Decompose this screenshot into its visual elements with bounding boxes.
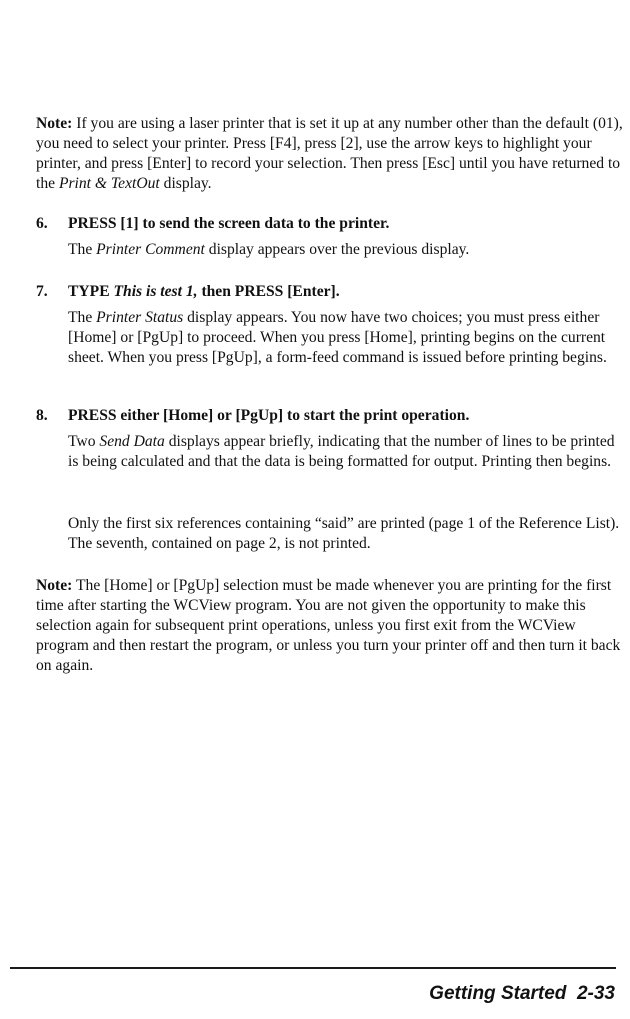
footer-page-number: 2-33: [576, 983, 615, 1004]
step-7-heading: 7. TYPE This is test 1, then PRESS [Enter].: [36, 283, 340, 300]
footer-rule: [10, 967, 616, 969]
note-label: Note:: [36, 577, 73, 594]
step-6-heading: 6. PRESS [1] to send the screen data to the printer.: [36, 215, 390, 232]
step-7-body: The Printer Status display appears. You now have two choices; you must press either [Home] or [PgUp] to proceed. When you press [Home], printing begins on the current sheet. When you press [PgUp], a form-feed command is issued before printing begins.: [68, 309, 607, 366]
note-paragraph-home-pgup: Note: The [Home] or [PgUp] selection must be made whenever you are printing for the first time after starting the WCView program. You are not given the opportunity to make this selection again for subsequent print operations, unless you first exit from the WCView program and then restart the program, or unless you turn your printer off and then turn it back on again.: [36, 577, 621, 674]
step-8-body: Two Send Data displays appear briefly, indicating that the number of lines to be printed is being calculated and that the data is being formatted for output. Printing then begins.: [68, 433, 615, 470]
step-8-heading: 8. PRESS either [Home] or [PgUp] to start the print operation.: [36, 407, 470, 424]
footer-section-title: Getting Started: [429, 983, 567, 1004]
note-paragraph-printer-select: Note: If you are using a laser printer that is set it up at any number other than the default (01), you need to select your printer. Press [F4], press [2], use the arrow keys to highlight your printer, and press [Enter] to record your selection. Then press [Esc] until you have returned to the Print & TextOut display.: [36, 115, 623, 192]
note-label: Note:: [36, 115, 73, 132]
step-8-body-followup: Only the first six references containing “said” are printed (page 1 of the Reference List). The seventh, contained on page 2, is not printed.: [68, 515, 620, 552]
step-6-body: The Printer Comment display appears over the previous display.: [68, 241, 470, 258]
page-footer: [429, 983, 615, 1005]
